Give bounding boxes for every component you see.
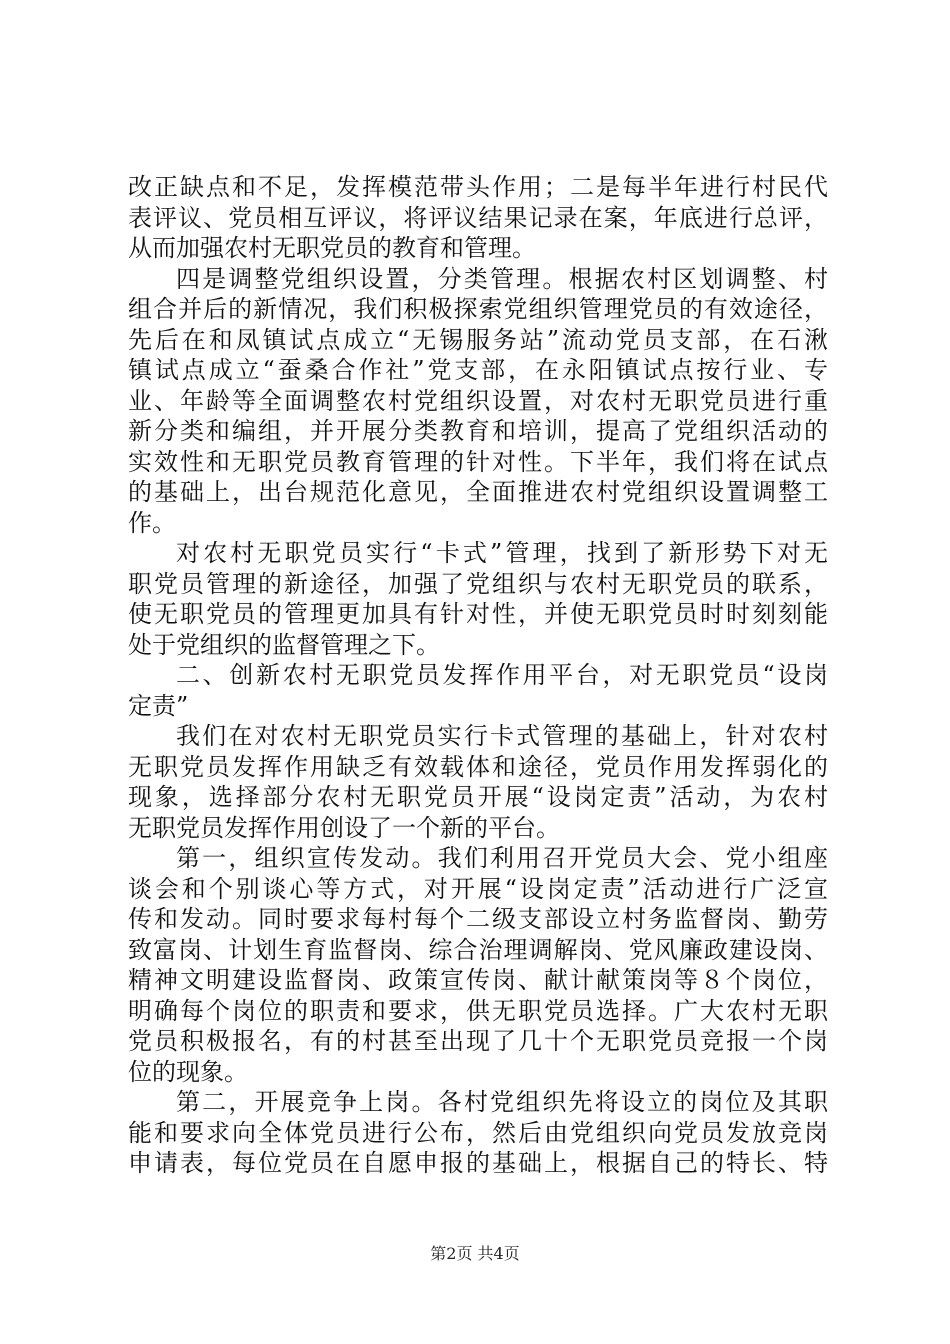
- text-line: 作。: [128, 508, 176, 537]
- text-line: 无职党员发挥作用创设了一个新的平台。: [128, 813, 560, 842]
- page-footer: 第2页 共4页: [430, 1244, 520, 1263]
- text-line: 改正缺点和不足，发挥模范带头作用；二是每半年进行村民代: [128, 173, 828, 201]
- text-line: 先后在和凤镇试点成立“无锡服务站”流动党员支部，在石湫: [128, 325, 828, 354]
- text-line: 我们在对农村无职党员实行卡式管理的基础上，针对农村: [176, 722, 828, 750]
- text-line: 使无职党员的管理更加具有针对性，并使无职党员时时刻刻能: [128, 600, 828, 628]
- text-line: 现象，选择部分农村无职党员开展“设岗定责”活动，为农村: [128, 783, 828, 811]
- text-line: 能和要求向全体党员进行公布，然后由党组织向党员发放竞岗: [128, 1118, 828, 1147]
- text-line: 业、年龄等全面调整农村党组织设置，对农村无职党员进行重: [128, 386, 828, 415]
- text-line: 镇试点成立“蚕桑合作社”党支部，在永阳镇试点按行业、专: [128, 356, 828, 384]
- text-line: 实效性和无职党员教育管理的针对性。下半年，我们将在试点: [128, 447, 828, 476]
- document-body: [128, 172, 828, 1179]
- text-line: 四是调整党组织设置，分类管理。根据农村区划调整、村: [176, 264, 828, 293]
- text-line: 党员积极报名，有的村甚至出现了几十个无职党员竞报一个岗: [128, 1027, 828, 1055]
- text-line: 无职党员发挥作用缺乏有效载体和途径，党员作用发挥弱化的: [128, 752, 828, 781]
- text-line: 对农村无职党员实行“卡式”管理，找到了新形势下对无: [176, 539, 828, 567]
- text-line: 致富岗、计划生育监督岗、综合治理调解岗、党风廉政建设岗、: [128, 935, 828, 964]
- text-line: 位的现象。: [128, 1057, 248, 1086]
- text-line: 从而加强农村无职党员的教育和管理。: [128, 234, 536, 262]
- text-line: 表评议、党员相互评议，将评议结果记录在案，年底进行总评，: [128, 203, 828, 232]
- text-line: 的基础上，出台规范化意见，全面推进农村党组织设置调整工: [128, 478, 828, 506]
- text-line: 二、创新农村无职党员发挥作用平台，对无职党员“设岗: [176, 661, 828, 689]
- text-line: 组合并后的新情况，我们积极探索党组织管理党员的有效途径，: [128, 295, 828, 323]
- text-line: 明确每个岗位的职责和要求，供无职党员选择。广大农村无职: [128, 996, 828, 1025]
- text-line: 申请表，每位党员在自愿申报的基础上，根据自己的特长、特: [128, 1149, 828, 1177]
- text-line: 第一，组织宣传发动。我们利用召开党员大会、党小组座: [176, 844, 828, 872]
- text-line: 处于党组织的监督管理之下。: [128, 630, 440, 659]
- text-line: 定责”: [128, 691, 189, 720]
- text-line: 传和发动。同时要求每村每个二级支部设立村务监督岗、勤劳: [128, 905, 828, 933]
- text-line: 精神文明建设监督岗、政策宣传岗、献计献策岗等８个岗位，: [128, 966, 828, 994]
- text-line: 职党员管理的新途径，加强了党组织与农村无职党员的联系，: [128, 569, 828, 598]
- text-line: 新分类和编组，并开展分类教育和培训，提高了党组织活动的: [128, 417, 828, 445]
- text-line: 谈会和个别谈心等方式，对开展“设岗定责”活动进行广泛宣: [128, 874, 828, 903]
- text-line: 第二，开展竞争上岗。各村党组织先将设立的岗位及其职: [176, 1088, 828, 1116]
